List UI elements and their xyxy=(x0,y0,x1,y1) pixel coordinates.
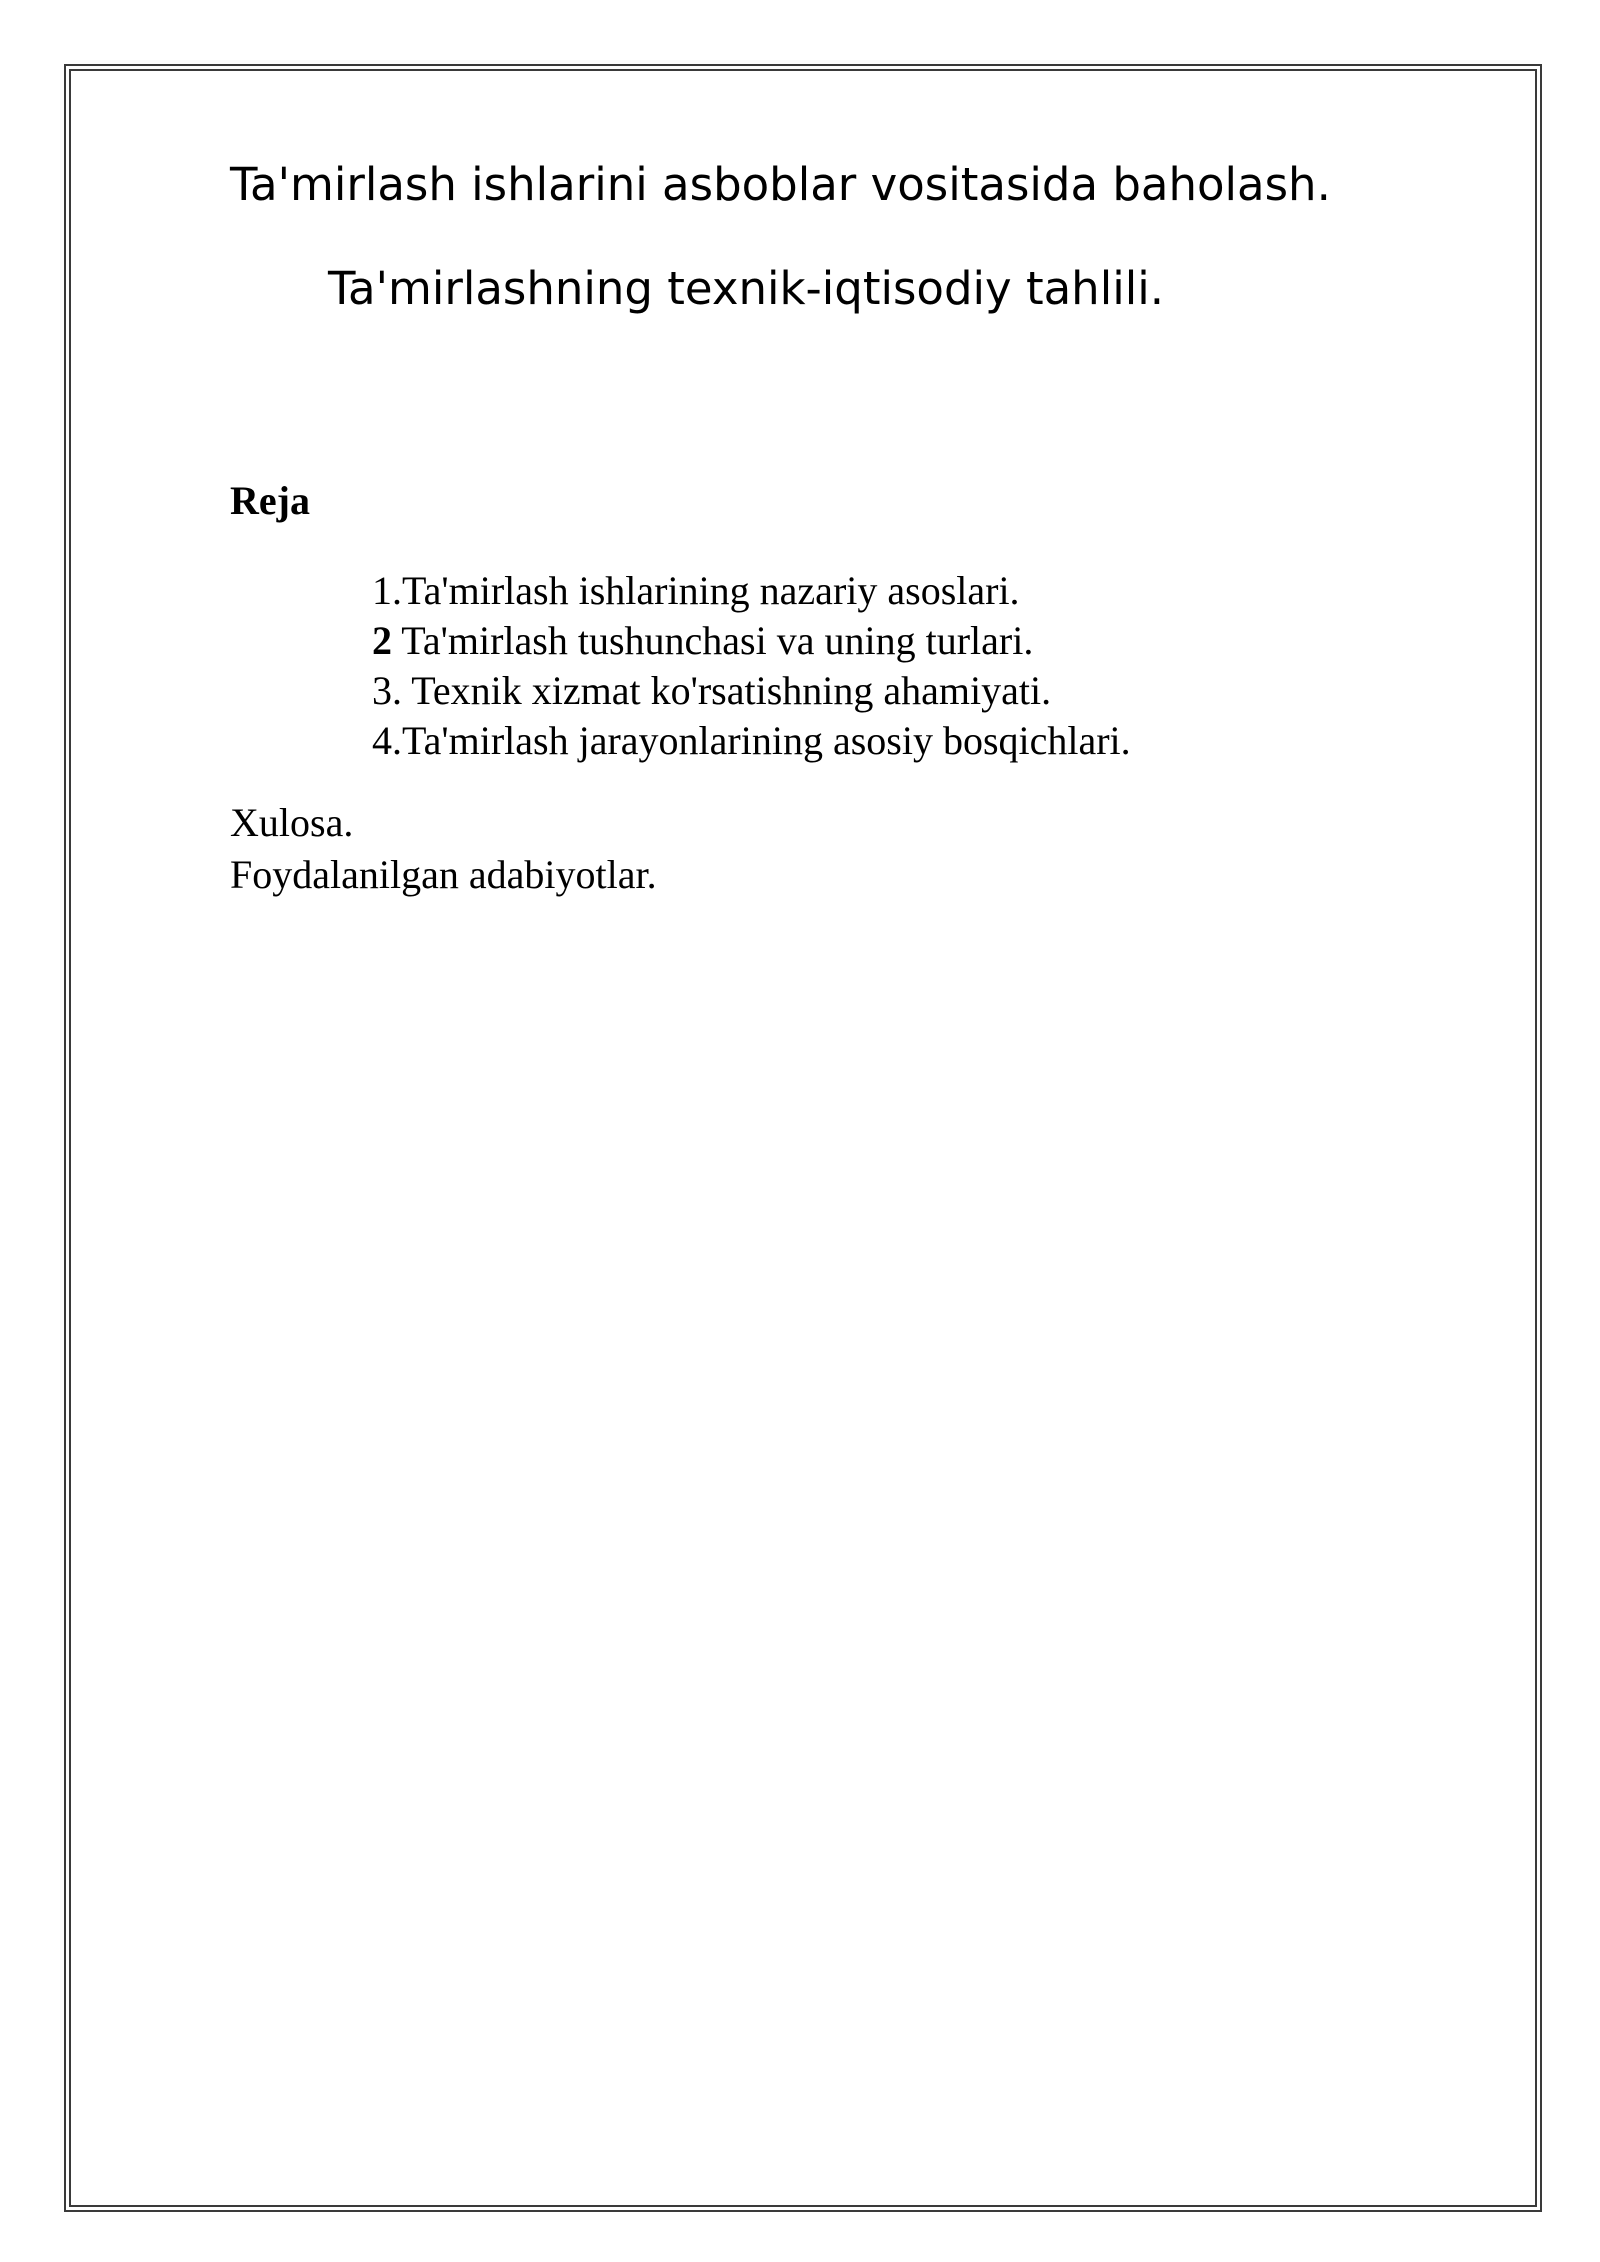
conclusion-line: Xulosa. xyxy=(230,800,354,845)
plan-item-4 xyxy=(372,716,1131,766)
plan-item-number: 1. xyxy=(372,568,402,613)
plan-heading: Reja xyxy=(230,478,310,523)
plan-item-text: Ta'mirlash tushunchasi va uning turlari. xyxy=(392,618,1034,663)
plan-item-text: Ta'mirlash ishlarining nazariy asoslari. xyxy=(402,568,1020,613)
plan-item-number: 2 xyxy=(372,618,392,663)
plan-item-text: Ta'mirlash jarayonlarining asosiy bosqichlari. xyxy=(402,718,1131,763)
references-line: Foydalanilgan adabiyotlar. xyxy=(230,852,657,897)
document-title-line-1: Ta'mirlash ishlarini asboblar vositasida baholash. xyxy=(230,158,1331,211)
plan-item-text: Texnik xizmat ko'rsatishning ahamiyati. xyxy=(402,668,1052,713)
document-title-line-2: Ta'mirlashning texnik-iqtisodiy tahlili. xyxy=(328,262,1165,315)
plan-item-2 xyxy=(372,616,1131,666)
plan-item-3 xyxy=(372,666,1131,716)
page-border-inner xyxy=(69,69,1537,2207)
plan-item-number: 3. xyxy=(372,668,402,713)
plan-list xyxy=(372,566,1131,766)
plan-item-number: 4. xyxy=(372,718,402,763)
plan-item-1 xyxy=(372,566,1131,616)
